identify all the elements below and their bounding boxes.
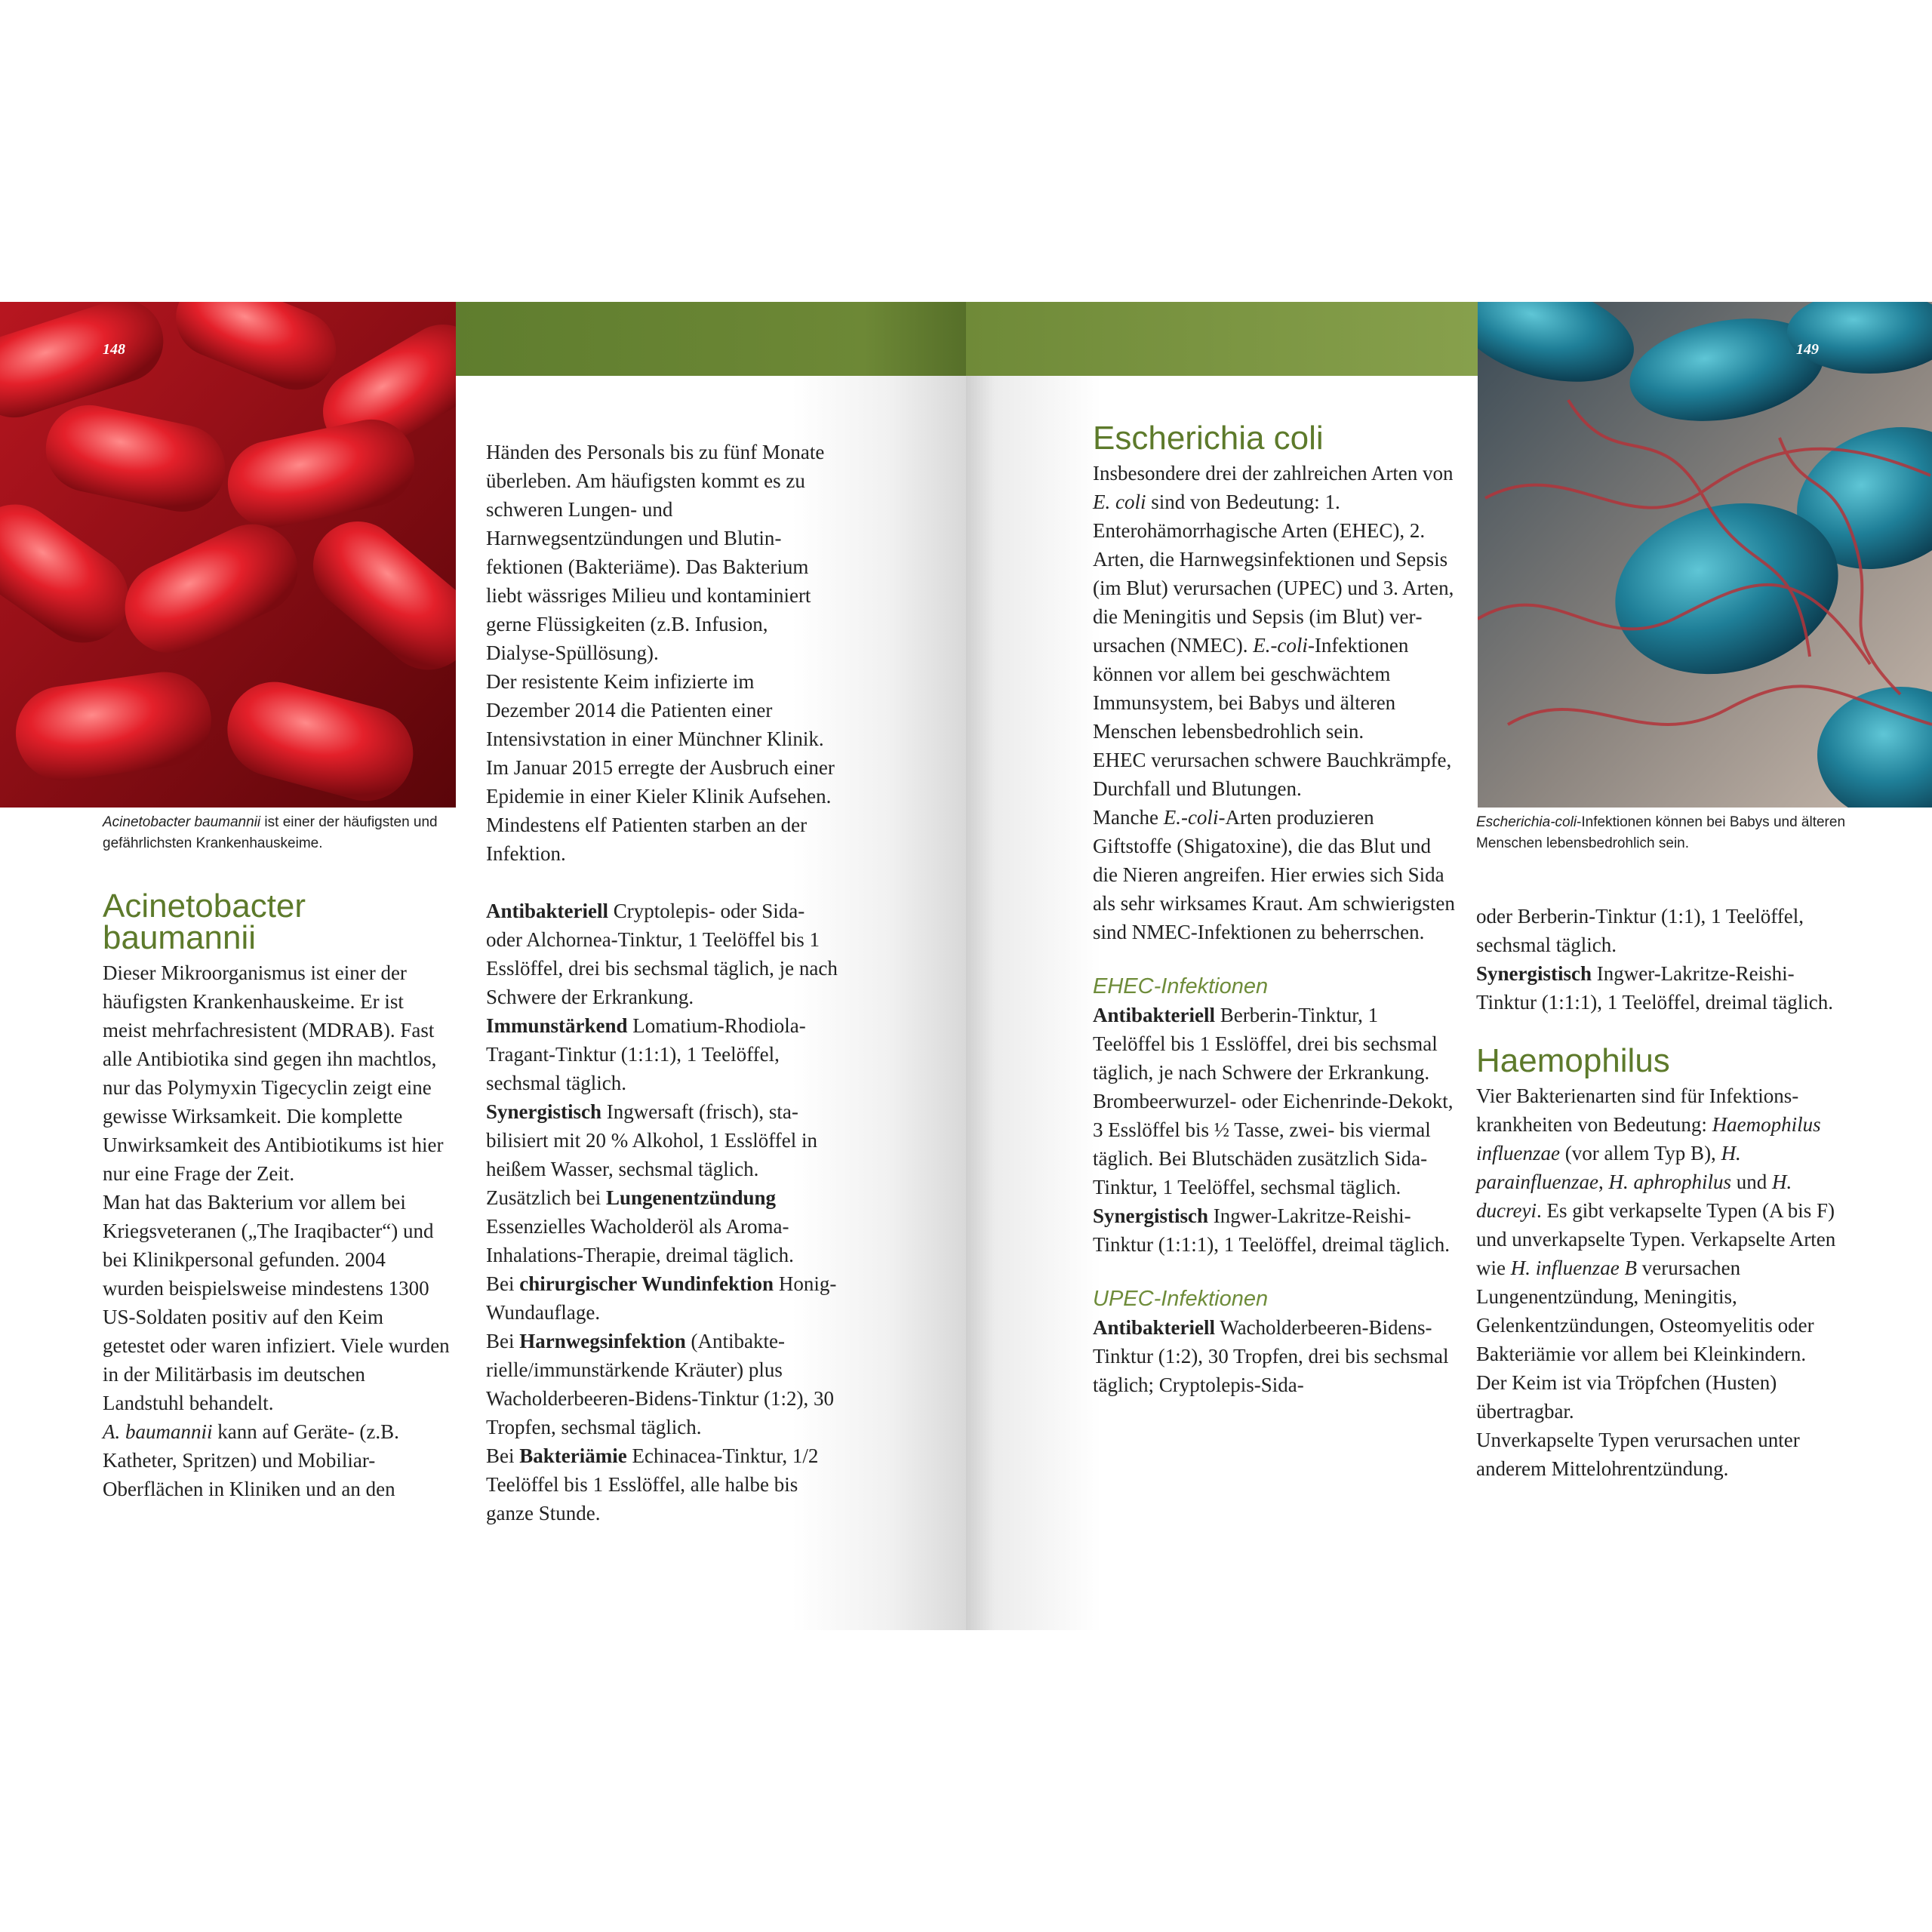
treatment-label: Antibakteriell [486,900,608,922]
species-name: E.-coli [1253,634,1308,657]
treatment-text: Lomatium-Rhodiola-Tragant-Tinktur (1:1:1), 1 Teelöffel, sechsmal täglich. [486,1014,806,1094]
treatment-text: (Antibakterielle/immunstärkende Kräuter) plus Wacholderbeeren-Bidens-Tinktur (1:2), 30 Tropfen, sechsmal täglich. [486,1330,834,1438]
paragraph-text: -Infektionen können vor allem bei geschwächtem Immunsystem, bei Babys und älteren Menschen lebensbedrohlich sein. [1093,634,1409,743]
treatment-text: Echinacea-Tinktur, 1/2 Teelöffel bis 1 Esslöffel, alle halbe bis ganze Stunde. [486,1444,819,1524]
paragraph-text: verursachen Lungenentzündung, Meningitis, Gelenkentzündungen, Osteomyelitis oder Bakteriämie vor allem bei Kleinkindern. Der Keim ist via Tröpfchen (Husten) übertragbar. [1476,1257,1814,1423]
paragraph: Händen des Personals bis zu fünf Monate überleben. Am häufigsten kommt es zu schweren Lungen- und Harnwegsentzündungen und Blutinfektionen (Bakteriäme). Das Bakterium liebt wässriges Milieu und kontaminiert gerne Flüssigkeiten (z.B. Infusion, Dialyse-Spüllösung). [486,441,825,664]
treatment-label: chirurgischer Wundinfektion [519,1272,774,1295]
paragraph [1093,459,1455,746]
paragraph-text: . Es gibt verkapselte Typen (A bis F) und unverkapselte Typen. Verkapselte Arten wie [1476,1199,1836,1279]
heading-line: Acinetobacter [103,888,306,924]
subheading-ehec: EHEC-Infektionen [1093,974,1269,998]
caption-text: ist einer der häufigsten und gefährlichsten Krankenhauskeime. [103,814,438,851]
treatment-text: Ingwersaft (frisch), stabilisiert mit 20 % Alkohol, 1 Esslöffel in heißem Wasser, sechsmal täglich. [486,1100,817,1180]
paragraph: oder Berberin-Tinktur (1:1), 1 Teelöffel, sechsmal täglich. [1476,905,1804,956]
treatment-item [486,897,841,1011]
treatment-item [1093,1313,1455,1399]
caption-acinetobacter [103,812,457,854]
treatment-label: Antibakteriell [1093,1004,1215,1026]
treatment-prefix: Bei [486,1444,520,1467]
treatment-item [486,1441,841,1527]
treatment-label: Synergistisch [1093,1204,1209,1227]
header-band-left [456,302,966,376]
treatment-item [1093,1201,1455,1259]
paragraph: Der resistente Keim infizierte im Dezember 2014 die Patienten einer Intensivstation in einer Münchner Klinik. Im Januar 2015 erregte der Ausbruch einer Epidemie in einer Kieler Klinik Aufsehen. Mindestens elf Patienten starben an der Infektion. [486,670,835,865]
treatment-text: Ingwer-Lakritze-Reishi-Tinktur (1:1:1), 1 Teelöffel, dreimal täglich. [1093,1204,1451,1256]
treatment-text: Berberin-Tinktur, 1 Teelöffel bis 1 Esslöffel, drei bis sechsmal täglich, je nach Schwere der Erkrankung. Brombeerwurzel- oder Eichenrinde-Dekokt, 3 Esslöffel bis ½ Tasse, zwei- bis viermal täglich. Bei Blutschäden zusätzlich Sida-Tinktur, 1 Teelöffel, sechsmal täglich. [1093,1004,1454,1198]
treatment-label: Antibakteriell [1093,1316,1215,1339]
treatment-item [486,1183,841,1269]
paragraph-text: Insbesondere drei der zahlreichen Arten von [1093,462,1454,485]
paragraph-text: Manche [1093,806,1164,829]
treatment-text: Ingwer-Lakritze-Reishi-Tinktur (1:1:1), 1 Teelöffel, dreimal täglich. [1476,962,1834,1014]
column-3 [1093,420,1455,1399]
treatment-prefix: Bei [486,1330,520,1352]
paragraph-text: und [1731,1171,1773,1193]
species-name: E. coli [1093,491,1146,513]
treatment-item [1476,959,1838,1017]
treatment-label: Synergistisch [486,1100,602,1123]
species-name: H. ducreyi [1476,1171,1792,1222]
treatment-label: Synergistisch [1476,962,1592,985]
spacer [486,868,841,897]
paragraph [1093,803,1455,946]
heading-haemophilus: Haemophilus [1476,1042,1670,1079]
heading-acinetobacter [103,888,450,956]
paragraph: Unverkapselte Typen verursachen unter anderem Mittelohrentzündung. [1476,1429,1800,1480]
heading-escherichia-coli: Escherichia coli [1093,420,1324,457]
species-name: H. influenzae B [1510,1257,1637,1279]
acinetobacter-illustration [0,302,456,808]
treatment-text: Cryptolepis- oder Sida- oder Alchornea-Tinktur, 1 Teelöffel bis 1 Esslöffel, drei bis sechsmal täglich, je nach Schwere der Erkrankung. [486,900,838,1008]
column-2 [486,438,841,1527]
heading-line: baumannii [103,919,257,956]
species-name: A. baumannii [103,1420,213,1443]
column-4 [1476,902,1838,1483]
column-1 [103,888,450,1503]
treatment-text: Honig-Wundauflage. [486,1272,837,1324]
species-name: H. aphrophilus [1608,1171,1732,1193]
treatment-label: Bakteriämie [519,1444,627,1467]
treatment-text: Essenzielles Wacholderöl als Aroma-Inhalations-Therapie, dreimal täglich. [486,1215,794,1266]
caption-italic: Escherichia-coli [1476,814,1577,830]
paragraph-text: kann auf Geräte- (z.B. Katheter, Spritzen) und Mobiliar-Oberflächen in Kliniken und an den [103,1420,399,1500]
acinetobacter-photo [0,302,456,808]
species-name: E.-coli [1163,806,1219,829]
subheading-upec: UPEC-Infektionen [1093,1287,1269,1311]
caption-italic: Acinetobacter baumannii [103,814,261,830]
ecoli-illustration [1478,302,1932,808]
treatment-item [1093,1001,1455,1201]
paragraph: Dieser Mikroorganismus ist einer der häufigsten Krankenhauskeime. Er ist meist mehrfachresistent (MDRAB). Fast alle Antibiotika sind gegen ihn machtlos, nur das Polymyxin Tigecyclin zeigt eine gewisse Wirksamkeit. Die komplette Unwirksamkeit des Antibiotikums ist hier nur eine Frage der Zeit. [103,961,444,1185]
species-name: H. parainfluenzae [1476,1142,1741,1193]
paragraph [103,1417,450,1503]
page-number-left: 148 [103,341,125,358]
ecoli-photo [1478,302,1932,808]
caption-ecoli [1476,812,1869,854]
treatment-item [486,1269,841,1327]
treatment-label: Harnwegsinfektion [519,1330,686,1352]
treatment-item [486,1097,841,1183]
species-name: Haemophilus influenzae [1476,1113,1821,1164]
page-number-right: 149 [1796,341,1819,358]
treatment-label: Immunstärkend [486,1014,628,1037]
paragraph-text: , [1598,1171,1609,1193]
treatment-prefix: Bei [486,1272,520,1295]
header-band-right [966,302,1478,376]
paragraph-text: -Arten produzieren Giftstoffe (Shigatoxine), die das Blut und die Nieren angreifen. Hier erwies sich Sida als sehr wirksames Kraut. Am schwierigsten sind NMEC-Infektionen zu beherrschen. [1093,806,1455,943]
treatment-prefix: Zusätzlich bei [486,1186,606,1209]
paragraph-text: sind von Bedeutung: 1. Enterohämorrhagische Arten (EHEC), 2. Arten, die Harnwegsinfektionen und Sepsis (im Blut) verursachen (UPEC) und 3. Arten, die Meningitis und Sepsis (im Blut) verursachen (NMEC). [1093,491,1454,657]
treatment-text: Wacholderbeeren-Bidens-Tinktur (1:2), 30 Tropfen, drei bis sechsmal täglich; Cryptolepis-Sida- [1093,1316,1449,1396]
caption-text: -Infektionen können bei Babys und älteren Menschen lebensbedrohlich sein. [1476,814,1846,851]
paragraph-text: (vor allem Typ B), [1559,1142,1721,1164]
treatment-item [486,1011,841,1097]
paragraph: Man hat das Bakterium vor allem bei Kriegsveteranen („The Iraqibacter“) und bei Klinikpersonal gefunden. 2004 wurden beispielsweise mindestens 1300 US-Soldaten positiv auf den Keim getestet oder waren infiziert. Viele wurden in der Militärbasis im deutschen Landstuhl behandelt. [103,1191,450,1414]
paragraph: EHEC verursachen schwere Bauchkrämpfe, Durchfall und Blutungen. [1093,749,1452,800]
paragraph [1476,1081,1838,1426]
treatment-label: Lungenentzündung [605,1186,777,1209]
spacer [1476,1017,1838,1045]
paragraph-text: Vier Bakterienarten sind für Infektionskrankheiten von Bedeutung: [1476,1084,1799,1136]
treatment-item [486,1327,841,1441]
book-spread [0,302,1932,1630]
